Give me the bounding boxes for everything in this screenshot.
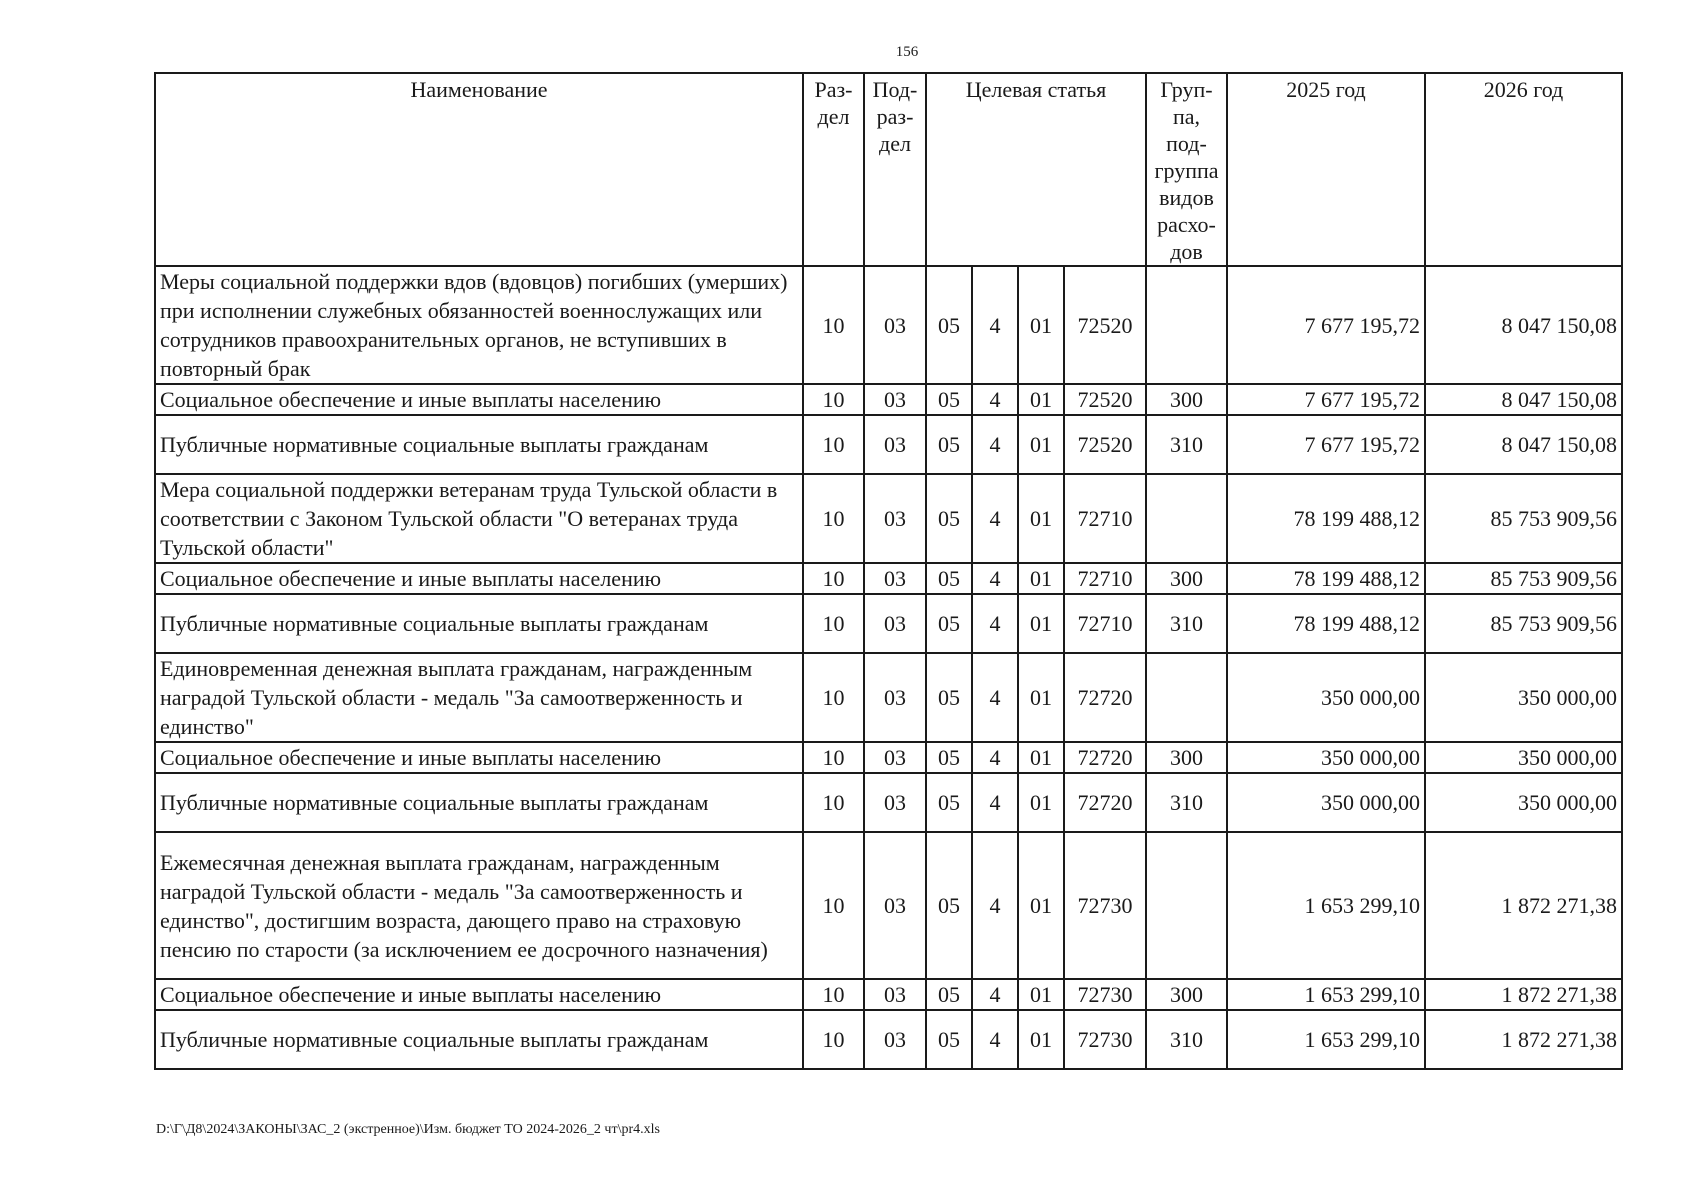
row-cs4: 72710 xyxy=(1064,594,1146,653)
row-cs3: 01 xyxy=(1018,594,1064,653)
table-row xyxy=(155,832,1622,979)
row-cs4: 72720 xyxy=(1064,742,1146,773)
row-cs3: 01 xyxy=(1018,979,1064,1010)
row-2025: 7 677 195,72 xyxy=(1227,415,1425,474)
row-razdel: 10 xyxy=(803,832,864,979)
row-2026: 1 872 271,38 xyxy=(1425,832,1622,979)
row-cs1: 05 xyxy=(926,773,972,832)
row-name: Публичные нормативные социальные выплаты гражданам xyxy=(155,1010,803,1069)
header-2026: 2026 год xyxy=(1425,73,1622,266)
row-gruppa xyxy=(1146,832,1227,979)
row-2025: 78 199 488,12 xyxy=(1227,563,1425,594)
row-cs4: 72710 xyxy=(1064,474,1146,563)
table-row xyxy=(155,563,1622,594)
row-cs3: 01 xyxy=(1018,653,1064,742)
header-podrazdel: Под-раз-дел xyxy=(864,73,926,266)
header-razdel: Раз-дел xyxy=(803,73,864,266)
row-gruppa: 310 xyxy=(1146,1010,1227,1069)
row-podrazdel: 03 xyxy=(864,415,926,474)
row-podrazdel: 03 xyxy=(864,594,926,653)
row-podrazdel: 03 xyxy=(864,742,926,773)
row-cs3: 01 xyxy=(1018,415,1064,474)
row-razdel: 10 xyxy=(803,384,864,415)
row-cs1: 05 xyxy=(926,415,972,474)
row-gruppa: 300 xyxy=(1146,979,1227,1010)
row-2025: 78 199 488,12 xyxy=(1227,594,1425,653)
row-cs4: 72520 xyxy=(1064,384,1146,415)
row-2026: 8 047 150,08 xyxy=(1425,415,1622,474)
row-podrazdel: 03 xyxy=(864,773,926,832)
row-podrazdel: 03 xyxy=(864,979,926,1010)
table-row xyxy=(155,474,1622,563)
row-cs3: 01 xyxy=(1018,1010,1064,1069)
header-gruppa: Груп-па, под-группа видов расхо-дов xyxy=(1146,73,1227,266)
row-cs1: 05 xyxy=(926,742,972,773)
row-2025: 78 199 488,12 xyxy=(1227,474,1425,563)
row-podrazdel: 03 xyxy=(864,474,926,563)
row-name: Социальное обеспечение и иные выплаты населению xyxy=(155,563,803,594)
row-cs1: 05 xyxy=(926,594,972,653)
row-name: Публичные нормативные социальные выплаты гражданам xyxy=(155,773,803,832)
row-cs4: 72730 xyxy=(1064,979,1146,1010)
row-2025: 1 653 299,10 xyxy=(1227,1010,1425,1069)
row-cs4: 72720 xyxy=(1064,653,1146,742)
row-cs4: 72730 xyxy=(1064,1010,1146,1069)
row-2025: 350 000,00 xyxy=(1227,773,1425,832)
table-row xyxy=(155,742,1622,773)
row-2025: 1 653 299,10 xyxy=(1227,832,1425,979)
row-2025: 1 653 299,10 xyxy=(1227,979,1425,1010)
row-cs1: 05 xyxy=(926,563,972,594)
row-cs1: 05 xyxy=(926,832,972,979)
row-cs2: 4 xyxy=(972,1010,1018,1069)
row-2026: 350 000,00 xyxy=(1425,653,1622,742)
row-cs2: 4 xyxy=(972,594,1018,653)
row-name: Публичные нормативные социальные выплаты гражданам xyxy=(155,415,803,474)
footer-file-path: D:\Г\Д8\2024\ЗАКОНЫ\ЗАС_2 (экстренное)\Изм. бюджет ТО 2024-2026_2 чт\pr4.xls xyxy=(156,1122,660,1137)
row-razdel: 10 xyxy=(803,979,864,1010)
row-cs2: 4 xyxy=(972,384,1018,415)
row-cs3: 01 xyxy=(1018,773,1064,832)
row-cs2: 4 xyxy=(972,563,1018,594)
row-cs1: 05 xyxy=(926,474,972,563)
row-cs1: 05 xyxy=(926,653,972,742)
row-cs4: 72730 xyxy=(1064,832,1146,979)
row-cs2: 4 xyxy=(972,979,1018,1010)
table-row xyxy=(155,415,1622,474)
header-row xyxy=(155,73,1622,266)
header-celevaya-statya: Целевая статья xyxy=(926,73,1146,266)
row-name: Публичные нормативные социальные выплаты гражданам xyxy=(155,594,803,653)
row-cs3: 01 xyxy=(1018,474,1064,563)
row-cs4: 72710 xyxy=(1064,563,1146,594)
row-razdel: 10 xyxy=(803,742,864,773)
row-2026: 85 753 909,56 xyxy=(1425,563,1622,594)
table-row xyxy=(155,1010,1622,1069)
row-cs4: 72520 xyxy=(1064,266,1146,384)
row-razdel: 10 xyxy=(803,1010,864,1069)
row-2026: 85 753 909,56 xyxy=(1425,474,1622,563)
row-cs3: 01 xyxy=(1018,742,1064,773)
row-2026: 8 047 150,08 xyxy=(1425,384,1622,415)
row-razdel: 10 xyxy=(803,653,864,742)
row-podrazdel: 03 xyxy=(864,1010,926,1069)
row-razdel: 10 xyxy=(803,594,864,653)
header-2025: 2025 год xyxy=(1227,73,1425,266)
row-name: Социальное обеспечение и иные выплаты населению xyxy=(155,742,803,773)
row-2025: 7 677 195,72 xyxy=(1227,266,1425,384)
row-cs1: 05 xyxy=(926,384,972,415)
row-cs1: 05 xyxy=(926,1010,972,1069)
row-cs2: 4 xyxy=(972,415,1018,474)
table-row xyxy=(155,266,1622,384)
budget-table xyxy=(154,72,1623,1070)
row-name: Ежемесячная денежная выплата гражданам, награжденным наградой Тульской области - медаль "За самоотверженность и единство", достигшим возраста, дающего право на страховую пенсию по старости (за исключением ее досрочного назначения) xyxy=(155,832,803,979)
header-name: Наименование xyxy=(155,73,803,266)
row-2026: 8 047 150,08 xyxy=(1425,266,1622,384)
row-2026: 350 000,00 xyxy=(1425,742,1622,773)
table-row xyxy=(155,653,1622,742)
row-2026: 350 000,00 xyxy=(1425,773,1622,832)
row-gruppa: 300 xyxy=(1146,742,1227,773)
row-razdel: 10 xyxy=(803,773,864,832)
row-2026: 1 872 271,38 xyxy=(1425,979,1622,1010)
row-cs3: 01 xyxy=(1018,384,1064,415)
row-razdel: 10 xyxy=(803,415,864,474)
table-row xyxy=(155,384,1622,415)
row-gruppa: 300 xyxy=(1146,563,1227,594)
row-cs2: 4 xyxy=(972,832,1018,979)
row-name: Социальное обеспечение и иные выплаты населению xyxy=(155,979,803,1010)
row-cs1: 05 xyxy=(926,979,972,1010)
row-podrazdel: 03 xyxy=(864,384,926,415)
table-row xyxy=(155,979,1622,1010)
row-cs3: 01 xyxy=(1018,832,1064,979)
page-number: 156 xyxy=(895,44,919,60)
row-cs3: 01 xyxy=(1018,563,1064,594)
row-gruppa: 300 xyxy=(1146,384,1227,415)
row-name: Мера социальной поддержки ветеранам труда Тульской области в соответствии с Законом Тульской области "О ветеранах труда Тульской области" xyxy=(155,474,803,563)
row-2025: 7 677 195,72 xyxy=(1227,384,1425,415)
row-name: Единовременная денежная выплата гражданам, награжденным наградой Тульской области - медаль "За самоотверженность и единство" xyxy=(155,653,803,742)
row-name: Меры социальной поддержки вдов (вдовцов) погибших (умерших) при исполнении служебных обязанностей военнослужащих или сотрудников правоохранительных органов, не вступивших в повторный брак xyxy=(155,266,803,384)
row-2025: 350 000,00 xyxy=(1227,742,1425,773)
table-row xyxy=(155,594,1622,653)
row-cs2: 4 xyxy=(972,653,1018,742)
row-gruppa xyxy=(1146,474,1227,563)
row-podrazdel: 03 xyxy=(864,832,926,979)
row-name: Социальное обеспечение и иные выплаты населению xyxy=(155,384,803,415)
row-gruppa: 310 xyxy=(1146,415,1227,474)
row-cs2: 4 xyxy=(972,773,1018,832)
row-2026: 1 872 271,38 xyxy=(1425,1010,1622,1069)
row-cs2: 4 xyxy=(972,266,1018,384)
row-cs3: 01 xyxy=(1018,266,1064,384)
row-2026: 85 753 909,56 xyxy=(1425,594,1622,653)
row-gruppa: 310 xyxy=(1146,773,1227,832)
row-cs4: 72720 xyxy=(1064,773,1146,832)
row-2025: 350 000,00 xyxy=(1227,653,1425,742)
row-gruppa xyxy=(1146,653,1227,742)
row-cs2: 4 xyxy=(972,474,1018,563)
row-cs4: 72520 xyxy=(1064,415,1146,474)
row-razdel: 10 xyxy=(803,266,864,384)
row-podrazdel: 03 xyxy=(864,653,926,742)
row-podrazdel: 03 xyxy=(864,563,926,594)
row-cs2: 4 xyxy=(972,742,1018,773)
row-gruppa xyxy=(1146,266,1227,384)
row-razdel: 10 xyxy=(803,563,864,594)
row-gruppa: 310 xyxy=(1146,594,1227,653)
row-razdel: 10 xyxy=(803,474,864,563)
row-podrazdel: 03 xyxy=(864,266,926,384)
table-row xyxy=(155,773,1622,832)
row-cs1: 05 xyxy=(926,266,972,384)
